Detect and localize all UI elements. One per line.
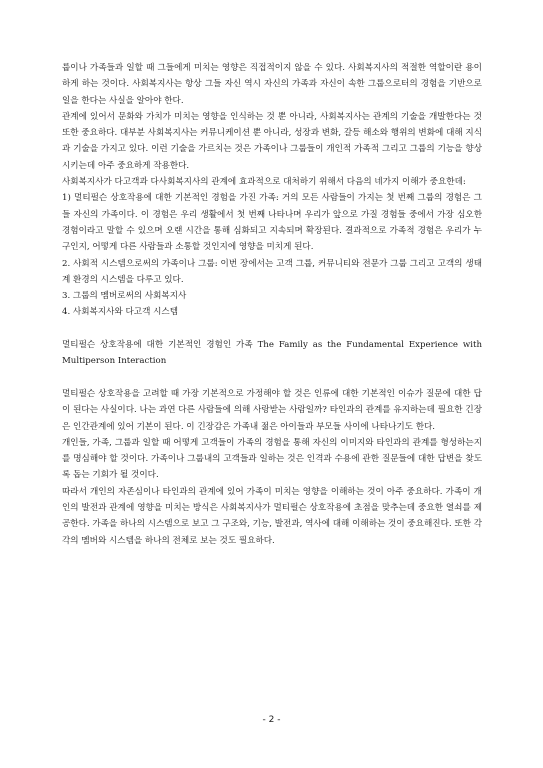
paragraph-relationship-skills: 관계에 있어서 문화와 가치가 미치는 영향을 인식하는 것 뿐 아니라, 사회복지사는 관계의 기술을 개발한다는 것 또한 중요하다. 대부분 사회복지사는 커뮤니케이션 뿐 아니라, 성장과 변화, 갈등 해소와 행위의 변화에 대해 지식과 기술을 가지고 있다. 이런 기술을 가르치는 것은 가족이나 그룹들이 개인적 가족적 그리고 그룹의 기능을 향상시키는데 아주 중요하게 작용한다. — [62, 111, 483, 171]
list-item-multiclient-system: 4. 사회복지사와 다고객 시스템 — [62, 307, 179, 318]
paragraph-continuation: 룹이나 가족들과 일할 때 그들에게 미치는 영향은 직접적이지 않을 수 있다. 사회복지사의 적절한 역할이란 용이하게 하는 것이다. 사회복지사는 항상 그들 자신 역시 자신의 가족과 자신이 속한 그룹으로터의 경험을 기반으로 일을 한다는 사실을 알아야 한다. — [62, 63, 482, 106]
paragraph-basic-assumption: 멀티펄슨 상호작용을 고려할 때 가장 기본적으로 가정해야 할 것은 인류에 대한 기본적인 이슈가 질문에 대한 답이 된다는 사실이다. 나는 과연 다른 사람들에 의해 사랑받는 사람일까? 타인과의 관계를 유지하는데 필요한 긴장은 인간관계에 있어 기본이 된다. 이 긴장감은 가족내 젊은 아이들과 부모들 사이에 나타나기도 한다. — [62, 388, 482, 432]
list-item-family-experience: 1) 멀티펄슨 상호작용에 대한 기본적인 경험을 가진 가족: 거의 모든 사람들이 가지는 첫 번째 그룹의 경험은 그들 자신의 가족이다. 이 경험은 우리 생활에서 첫 번째 나타나며 우리가 앞으로 가질 경험들 중에서 가장 심오한 경험이라고 말할 수 있으며 오랜 시간을 통해 심화되고 지속되며 확장된다. 결과적으로 가족적 경험은 우리가 누구인지, 어떻게 다른 사람들과 소통할 것인지에 영향을 미치게 된다. — [62, 193, 482, 253]
body-text — [62, 60, 482, 549]
page-number: - 2 - — [262, 715, 281, 725]
paragraph-family-influence: 따라서 개인의 자존심이나 타인과의 관계에 있어 가족이 미치는 영향을 이해하는 것이 아주 중요하다. 가족이 개인의 발전과 관계에 영향을 미치는 방식은 사회복지사가 멀티펄슨 상호작용에 초점을 맞추는데 중요한 열쇠를 제공한다. 가족을 하나의 시스템으로 보고 그 구조와, 기능, 발전과, 역사에 대해 이해하는 것이 중요해진다. 또한 각각의 멤버와 시스템을 하나의 전체로 보는 것도 필요하다. — [62, 486, 482, 546]
spacer — [62, 321, 482, 337]
section-heading: 멀티펄슨 상호작용에 대한 기본적인 경험인 가족 The Family as the Fundamental Experience with Multiperson Interaction — [62, 340, 482, 367]
spacer — [62, 370, 482, 386]
list-item-social-system: 2. 사회적 시스템으로써의 가족이나 그룹: 이번 장에서는 고객 그룹, 커뮤니티와 전문가 그룹 그리고 고객의 생태계 환경의 시스템을 다루고 있다. — [62, 258, 482, 285]
paragraph-working-with-clients: 개인들, 가족, 그룹과 일할 때 어떻게 고객들이 가족의 경험을 통해 자신의 이미지와 타인과의 관계를 형성하는지를 명심해야 할 것이다. 가족이나 그룹내의 고객들과 일하는 것은 인격과 수용에 관한 질문들에 대한 답변을 찾도록 돕는 기회가 될 것이다. — [62, 437, 482, 481]
list-item-group-member: 3. 그룹의 멤버로써의 사회복지사 — [62, 291, 187, 302]
paragraph-four-understandings-intro: 사회복지사가 다고객과 다사회복지사의 관계에 효과적으로 대처하기 위해서 다음의 네가지 이해가 중요한데: — [62, 177, 466, 188]
